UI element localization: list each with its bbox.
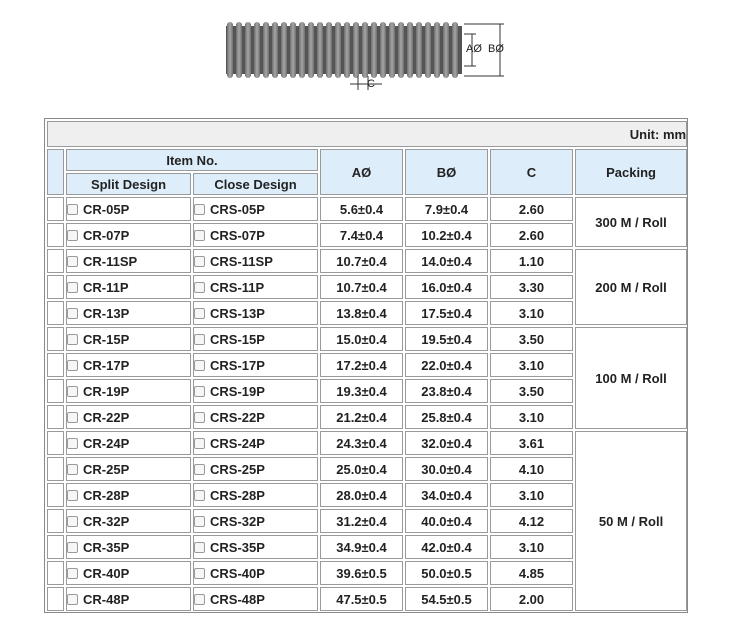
packing-cell: 200 M / Roll: [575, 249, 687, 325]
split-design-checkbox[interactable]: [67, 386, 78, 397]
a-diameter-cell: 25.0±0.4: [320, 457, 403, 481]
b-diameter-cell: 22.0±0.4: [405, 353, 488, 377]
tube-rib: [344, 22, 350, 78]
a-diameter-cell: 10.7±0.4: [320, 249, 403, 273]
split-design-code: CR-05P: [83, 201, 130, 217]
split-design-code: CR-40P: [83, 565, 130, 581]
close-design-checkbox[interactable]: [194, 204, 205, 215]
split-design-checkbox[interactable]: [67, 308, 78, 319]
close-design-checkbox[interactable]: [194, 516, 205, 527]
c-cell: 2.60: [490, 223, 573, 247]
b-diameter-cell: 34.0±0.4: [405, 483, 488, 507]
close-design-cell: [193, 275, 318, 299]
table-row: [47, 197, 687, 221]
close-design-cell: [193, 353, 318, 377]
b-diameter-cell: 32.0±0.4: [405, 431, 488, 455]
row-spacer: [47, 457, 64, 481]
b-diameter-cell: 42.0±0.4: [405, 535, 488, 559]
close-design-checkbox[interactable]: [194, 256, 205, 267]
split-design-cell: [66, 197, 191, 221]
tube-rib: [263, 22, 269, 78]
split-design-checkbox[interactable]: [67, 360, 78, 371]
row-spacer: [47, 587, 64, 611]
c-cell: 4.10: [490, 457, 573, 481]
c-cell: 3.10: [490, 535, 573, 559]
b-diameter-cell: 50.0±0.5: [405, 561, 488, 585]
split-design-cell: [66, 561, 191, 585]
split-design-cell: [66, 483, 191, 507]
spec-table-panel: [44, 118, 688, 613]
tube-rib: [227, 22, 233, 78]
split-design-code: CR-28P: [83, 487, 130, 503]
a-diameter-cell: 21.2±0.4: [320, 405, 403, 429]
row-spacer: [47, 353, 64, 377]
close-design-checkbox[interactable]: [194, 334, 205, 345]
close-design-checkbox[interactable]: [194, 542, 205, 553]
close-design-cell: [193, 483, 318, 507]
split-design-code: CR-15P: [83, 331, 130, 347]
tube-rib: [281, 22, 287, 78]
close-design-checkbox[interactable]: [194, 568, 205, 579]
header-packing: Packing: [575, 149, 687, 195]
tube-rib: [425, 22, 431, 78]
tube-rib: [407, 22, 413, 78]
tube-rib: [245, 22, 251, 78]
split-design-code: CR-13P: [83, 305, 130, 321]
b-diameter-cell: 40.0±0.4: [405, 509, 488, 533]
tube-rib: [254, 22, 260, 78]
split-design-code: CR-17P: [83, 357, 130, 373]
diagram-label-a: AØ: [466, 43, 482, 55]
close-design-cell: [193, 327, 318, 351]
tube-rib: [272, 22, 278, 78]
c-cell: 3.61: [490, 431, 573, 455]
a-diameter-cell: 47.5±0.5: [320, 587, 403, 611]
split-design-cell: [66, 509, 191, 533]
close-design-code: CRS-25P: [210, 461, 265, 477]
c-cell: 3.10: [490, 353, 573, 377]
close-design-cell: [193, 457, 318, 481]
close-design-code: CRS-48P: [210, 591, 265, 607]
split-design-cell: [66, 249, 191, 273]
tube-rib: [326, 22, 332, 78]
close-design-cell: [193, 561, 318, 585]
a-diameter-cell: 39.6±0.5: [320, 561, 403, 585]
table-row: [47, 327, 687, 351]
a-diameter-cell: 31.2±0.4: [320, 509, 403, 533]
tube-rib: [299, 22, 305, 78]
split-design-checkbox[interactable]: [67, 594, 78, 605]
close-design-cell: [193, 249, 318, 273]
row-spacer: [47, 301, 64, 325]
row-spacer: [47, 379, 64, 403]
close-design-checkbox[interactable]: [194, 438, 205, 449]
diagram-label-b: BØ: [488, 43, 504, 55]
close-design-cell: [193, 535, 318, 559]
close-design-checkbox[interactable]: [194, 282, 205, 293]
tube-rib: [308, 22, 314, 78]
close-design-checkbox[interactable]: [194, 308, 205, 319]
header-item-no: Item No.: [66, 149, 318, 171]
c-cell: 4.12: [490, 509, 573, 533]
spec-table: [45, 119, 689, 613]
close-design-cell: [193, 405, 318, 429]
split-design-checkbox[interactable]: [67, 464, 78, 475]
close-design-cell: [193, 197, 318, 221]
close-design-code: CRS-11SP: [210, 253, 273, 269]
close-design-code: CRS-24P: [210, 435, 265, 451]
tube-rib: [434, 22, 440, 78]
header-c: C: [490, 149, 573, 195]
split-design-code: CR-48P: [83, 591, 130, 607]
close-design-checkbox[interactable]: [194, 490, 205, 501]
close-design-checkbox[interactable]: [194, 386, 205, 397]
b-diameter-cell: 19.5±0.4: [405, 327, 488, 351]
split-design-checkbox[interactable]: [67, 204, 78, 215]
split-design-cell: [66, 301, 191, 325]
header-split-design: Split Design: [66, 173, 191, 195]
split-design-cell: [66, 353, 191, 377]
b-diameter-cell: 25.8±0.4: [405, 405, 488, 429]
split-design-cell: [66, 457, 191, 481]
close-design-code: CRS-11P: [210, 279, 265, 295]
unit-label: Unit: mm: [47, 121, 687, 147]
a-diameter-cell: 24.3±0.4: [320, 431, 403, 455]
close-design-code: CRS-32P: [210, 513, 265, 529]
tube-rib: [371, 22, 377, 78]
close-design-code: CRS-28P: [210, 487, 265, 503]
split-design-cell: [66, 587, 191, 611]
close-design-checkbox[interactable]: [194, 464, 205, 475]
split-design-checkbox[interactable]: [67, 334, 78, 345]
tube-rib: [452, 22, 458, 78]
diagram-label-c: C: [367, 78, 375, 90]
split-design-code: CR-32P: [83, 513, 130, 529]
split-design-code: CR-11SP: [83, 253, 138, 269]
c-cell: 3.10: [490, 301, 573, 325]
a-diameter-cell: 15.0±0.4: [320, 327, 403, 351]
tube-rib: [362, 22, 368, 78]
split-design-cell: [66, 275, 191, 299]
a-diameter-cell: 34.9±0.4: [320, 535, 403, 559]
table-row: [47, 431, 687, 455]
a-diameter-cell: 13.8±0.4: [320, 301, 403, 325]
row-spacer: [47, 405, 64, 429]
a-diameter-cell: 19.3±0.4: [320, 379, 403, 403]
row-spacer: [47, 431, 64, 455]
tube-rib: [380, 22, 386, 78]
close-design-checkbox[interactable]: [194, 412, 205, 423]
c-cell: 1.10: [490, 249, 573, 273]
split-design-checkbox[interactable]: [67, 490, 78, 501]
split-design-checkbox[interactable]: [67, 230, 78, 241]
split-design-cell: [66, 405, 191, 429]
c-cell: 3.50: [490, 327, 573, 351]
header-a-diameter: AØ: [320, 149, 403, 195]
row-spacer: [47, 483, 64, 507]
b-diameter-cell: 54.5±0.5: [405, 587, 488, 611]
close-design-code: CRS-05P: [210, 201, 265, 217]
tube-rib: [236, 22, 242, 78]
close-design-code: CRS-17P: [210, 357, 265, 373]
split-design-cell: [66, 379, 191, 403]
split-design-code: CR-25P: [83, 461, 130, 477]
split-design-code: CR-22P: [83, 409, 130, 425]
row-spacer: [47, 249, 64, 273]
packing-cell: 50 M / Roll: [575, 431, 687, 611]
tube-rib: [398, 22, 404, 78]
b-diameter-cell: 17.5±0.4: [405, 301, 488, 325]
tube-rib: [290, 22, 296, 78]
a-diameter-cell: 7.4±0.4: [320, 223, 403, 247]
close-design-code: CRS-19P: [210, 383, 265, 399]
table-row: [47, 249, 687, 273]
close-design-checkbox[interactable]: [194, 360, 205, 371]
header-spacer: [47, 149, 64, 195]
split-design-code: CR-19P: [83, 383, 130, 399]
close-design-checkbox[interactable]: [194, 594, 205, 605]
c-cell: 4.85: [490, 561, 573, 585]
split-design-checkbox[interactable]: [67, 516, 78, 527]
split-design-checkbox[interactable]: [67, 568, 78, 579]
a-diameter-cell: 5.6±0.4: [320, 197, 403, 221]
tube-rib: [317, 22, 323, 78]
b-diameter-cell: 23.8±0.4: [405, 379, 488, 403]
tube-rib: [353, 22, 359, 78]
close-design-code: CRS-13P: [210, 305, 265, 321]
tube-rib: [416, 22, 422, 78]
b-diameter-cell: 14.0±0.4: [405, 249, 488, 273]
row-spacer: [47, 535, 64, 559]
row-spacer: [47, 561, 64, 585]
split-design-checkbox[interactable]: [67, 542, 78, 553]
row-spacer: [47, 223, 64, 247]
close-design-code: CRS-35P: [210, 539, 265, 555]
c-cell: 3.30: [490, 275, 573, 299]
row-spacer: [47, 509, 64, 533]
close-design-code: CRS-07P: [210, 227, 265, 243]
tube-rib: [389, 22, 395, 78]
close-design-cell: [193, 587, 318, 611]
close-design-cell: [193, 431, 318, 455]
split-design-code: CR-11P: [83, 279, 129, 295]
split-design-cell: [66, 535, 191, 559]
split-design-code: CR-07P: [83, 227, 130, 243]
split-design-code: CR-35P: [83, 539, 130, 555]
close-design-code: CRS-15P: [210, 331, 265, 347]
split-design-checkbox[interactable]: [67, 438, 78, 449]
tube-diagram: [222, 18, 522, 94]
c-cell: 3.10: [490, 405, 573, 429]
split-design-checkbox[interactable]: [67, 282, 78, 293]
split-design-cell: [66, 223, 191, 247]
b-diameter-cell: 16.0±0.4: [405, 275, 488, 299]
header-b-diameter: BØ: [405, 149, 488, 195]
split-design-checkbox[interactable]: [67, 256, 78, 267]
a-diameter-cell: 10.7±0.4: [320, 275, 403, 299]
b-diameter-cell: 30.0±0.4: [405, 457, 488, 481]
c-cell: 3.50: [490, 379, 573, 403]
tube-rib: [335, 22, 341, 78]
split-design-checkbox[interactable]: [67, 412, 78, 423]
c-cell: 2.00: [490, 587, 573, 611]
packing-cell: 100 M / Roll: [575, 327, 687, 429]
close-design-cell: [193, 301, 318, 325]
close-design-cell: [193, 509, 318, 533]
a-diameter-cell: 28.0±0.4: [320, 483, 403, 507]
b-diameter-cell: 10.2±0.4: [405, 223, 488, 247]
b-diameter-cell: 7.9±0.4: [405, 197, 488, 221]
header-close-design: Close Design: [193, 173, 318, 195]
close-design-code: CRS-40P: [210, 565, 265, 581]
row-spacer: [47, 275, 64, 299]
split-design-code: CR-24P: [83, 435, 130, 451]
split-design-cell: [66, 327, 191, 351]
close-design-code: CRS-22P: [210, 409, 265, 425]
close-design-checkbox[interactable]: [194, 230, 205, 241]
a-diameter-cell: 17.2±0.4: [320, 353, 403, 377]
split-design-cell: [66, 431, 191, 455]
close-design-cell: [193, 223, 318, 247]
packing-cell: 300 M / Roll: [575, 197, 687, 247]
close-design-cell: [193, 379, 318, 403]
tube-rib: [443, 22, 449, 78]
row-spacer: [47, 197, 64, 221]
c-cell: 2.60: [490, 197, 573, 221]
row-spacer: [47, 327, 64, 351]
c-cell: 3.10: [490, 483, 573, 507]
